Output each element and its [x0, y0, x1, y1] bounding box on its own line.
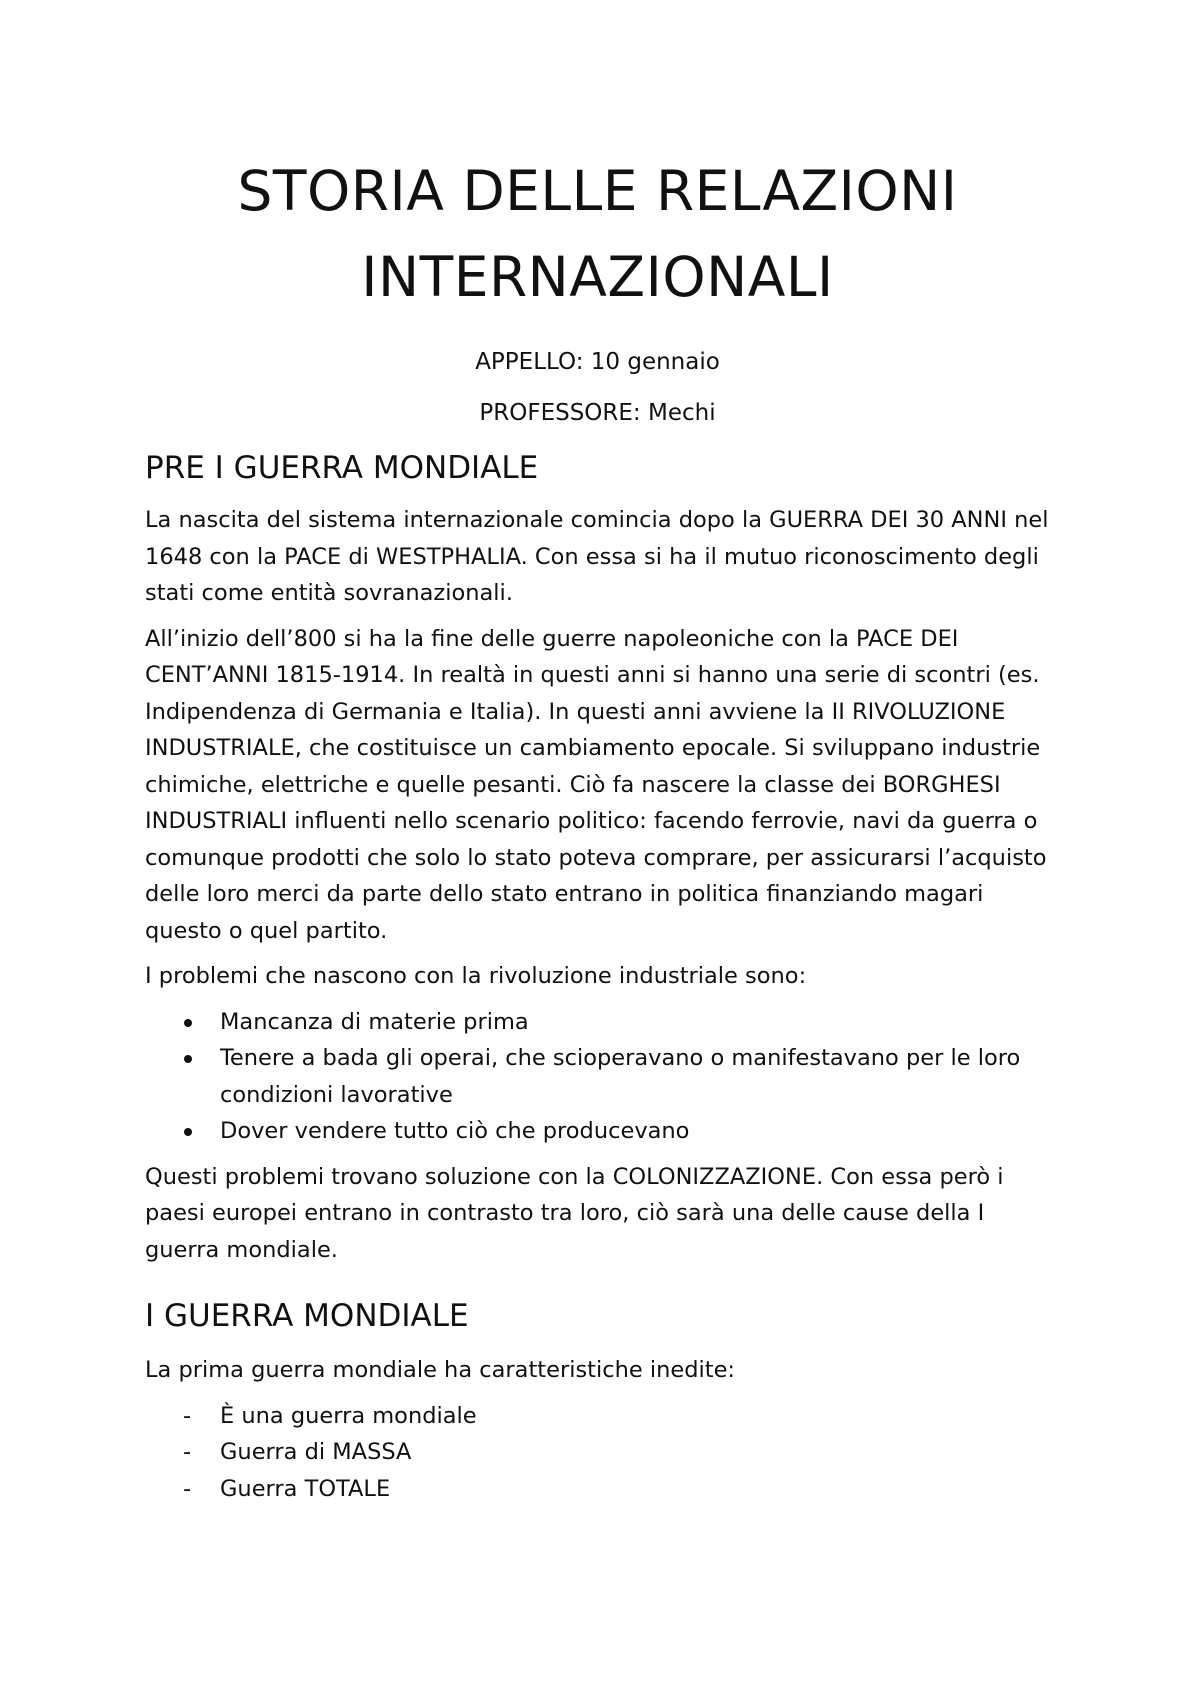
list-item: [145, 1040, 1050, 1113]
problems-list: [145, 1004, 1050, 1150]
list-item: [145, 1471, 1050, 1508]
list-item: [145, 1398, 1050, 1435]
list-item-text: Guerra TOTALE: [220, 1475, 391, 1502]
document-title: [145, 148, 1050, 320]
bullet-icon: [184, 1019, 192, 1027]
list-item-text: Guerra di MASSA: [220, 1439, 412, 1465]
list-item: [145, 1113, 1050, 1150]
paragraph: La prima guerra mondiale ha caratteristiche inedite:: [145, 1357, 735, 1383]
list-item-text: Dover vendere tutto ciò che producevano: [220, 1118, 690, 1144]
title-line-1: STORIA DELLE RELAZIONI: [237, 159, 958, 223]
paragraph: I problemi che nascono con la rivoluzione industriale sono:: [145, 963, 807, 989]
dash-icon: -: [183, 1475, 192, 1502]
list-item: [145, 1434, 1050, 1471]
paragraph: Questi problemi trovano soluzione con la COLONIZZAZIONE. Con essa però i paesi europei entrano in contrasto tra loro, ciò sarà una delle cause della I guerra mondiale.: [145, 1163, 1004, 1263]
paragraph: La nascita del sistema internazionale comincia dopo la GUERRA DEI 30 ANNI nel 1648 con la PACE di WESTPHALIA. Con essa si ha il mutuo riconoscimento degli stati come entità sovranazionali.: [145, 507, 1049, 606]
list-item-text: Tenere a bada gli operai, che scioperavano o manifestavano per le loro condizioni lavorative: [220, 1045, 1021, 1108]
bullet-icon: [184, 1055, 192, 1063]
dash-icon: -: [183, 1402, 192, 1429]
dash-icon: -: [183, 1439, 192, 1465]
title-line-2: INTERNAZIONALI: [361, 245, 834, 309]
list-item: [145, 1004, 1050, 1041]
section-heading-pre-war: PRE I GUERRA MONDIALE: [145, 450, 539, 486]
list-item-text: Mancanza di materie prima: [220, 1008, 529, 1035]
section-heading-world-war-1: I GUERRA MONDIALE: [145, 1298, 469, 1334]
list-item-text: È una guerra mondiale: [220, 1402, 477, 1429]
appello-line: APPELLO: 10 gennaio: [475, 349, 720, 375]
bullet-icon: [184, 1128, 192, 1136]
characteristics-list: [145, 1398, 1050, 1508]
professore-line: PROFESSORE: Mechi: [479, 400, 716, 426]
paragraph: All’inizio dell’800 si ha la fine delle guerre napoleoniche con la PACE DEI CENT’ANNI 1815-1914. In realtà in questi anni si hanno una serie di scontri (es. Indipendenza di Germania e Italia). In questi anni avviene la II RIVOLUZIONE INDUSTRIALE, che costituisce un cambiamento epocale. Si sviluppano industrie chimiche, elettriche e quelle pesanti. Ciò fa nascere la classe dei BORGHESI INDUSTRIALI influenti nello scenario politico: facendo ferrovie, navi da guerra o comunque prodotti che solo lo stato poteva comprare, per assicurarsi l’acquisto delle loro merci da parte dello stato entrano in politica finanziando magari questo o quel partito.: [145, 625, 1047, 944]
